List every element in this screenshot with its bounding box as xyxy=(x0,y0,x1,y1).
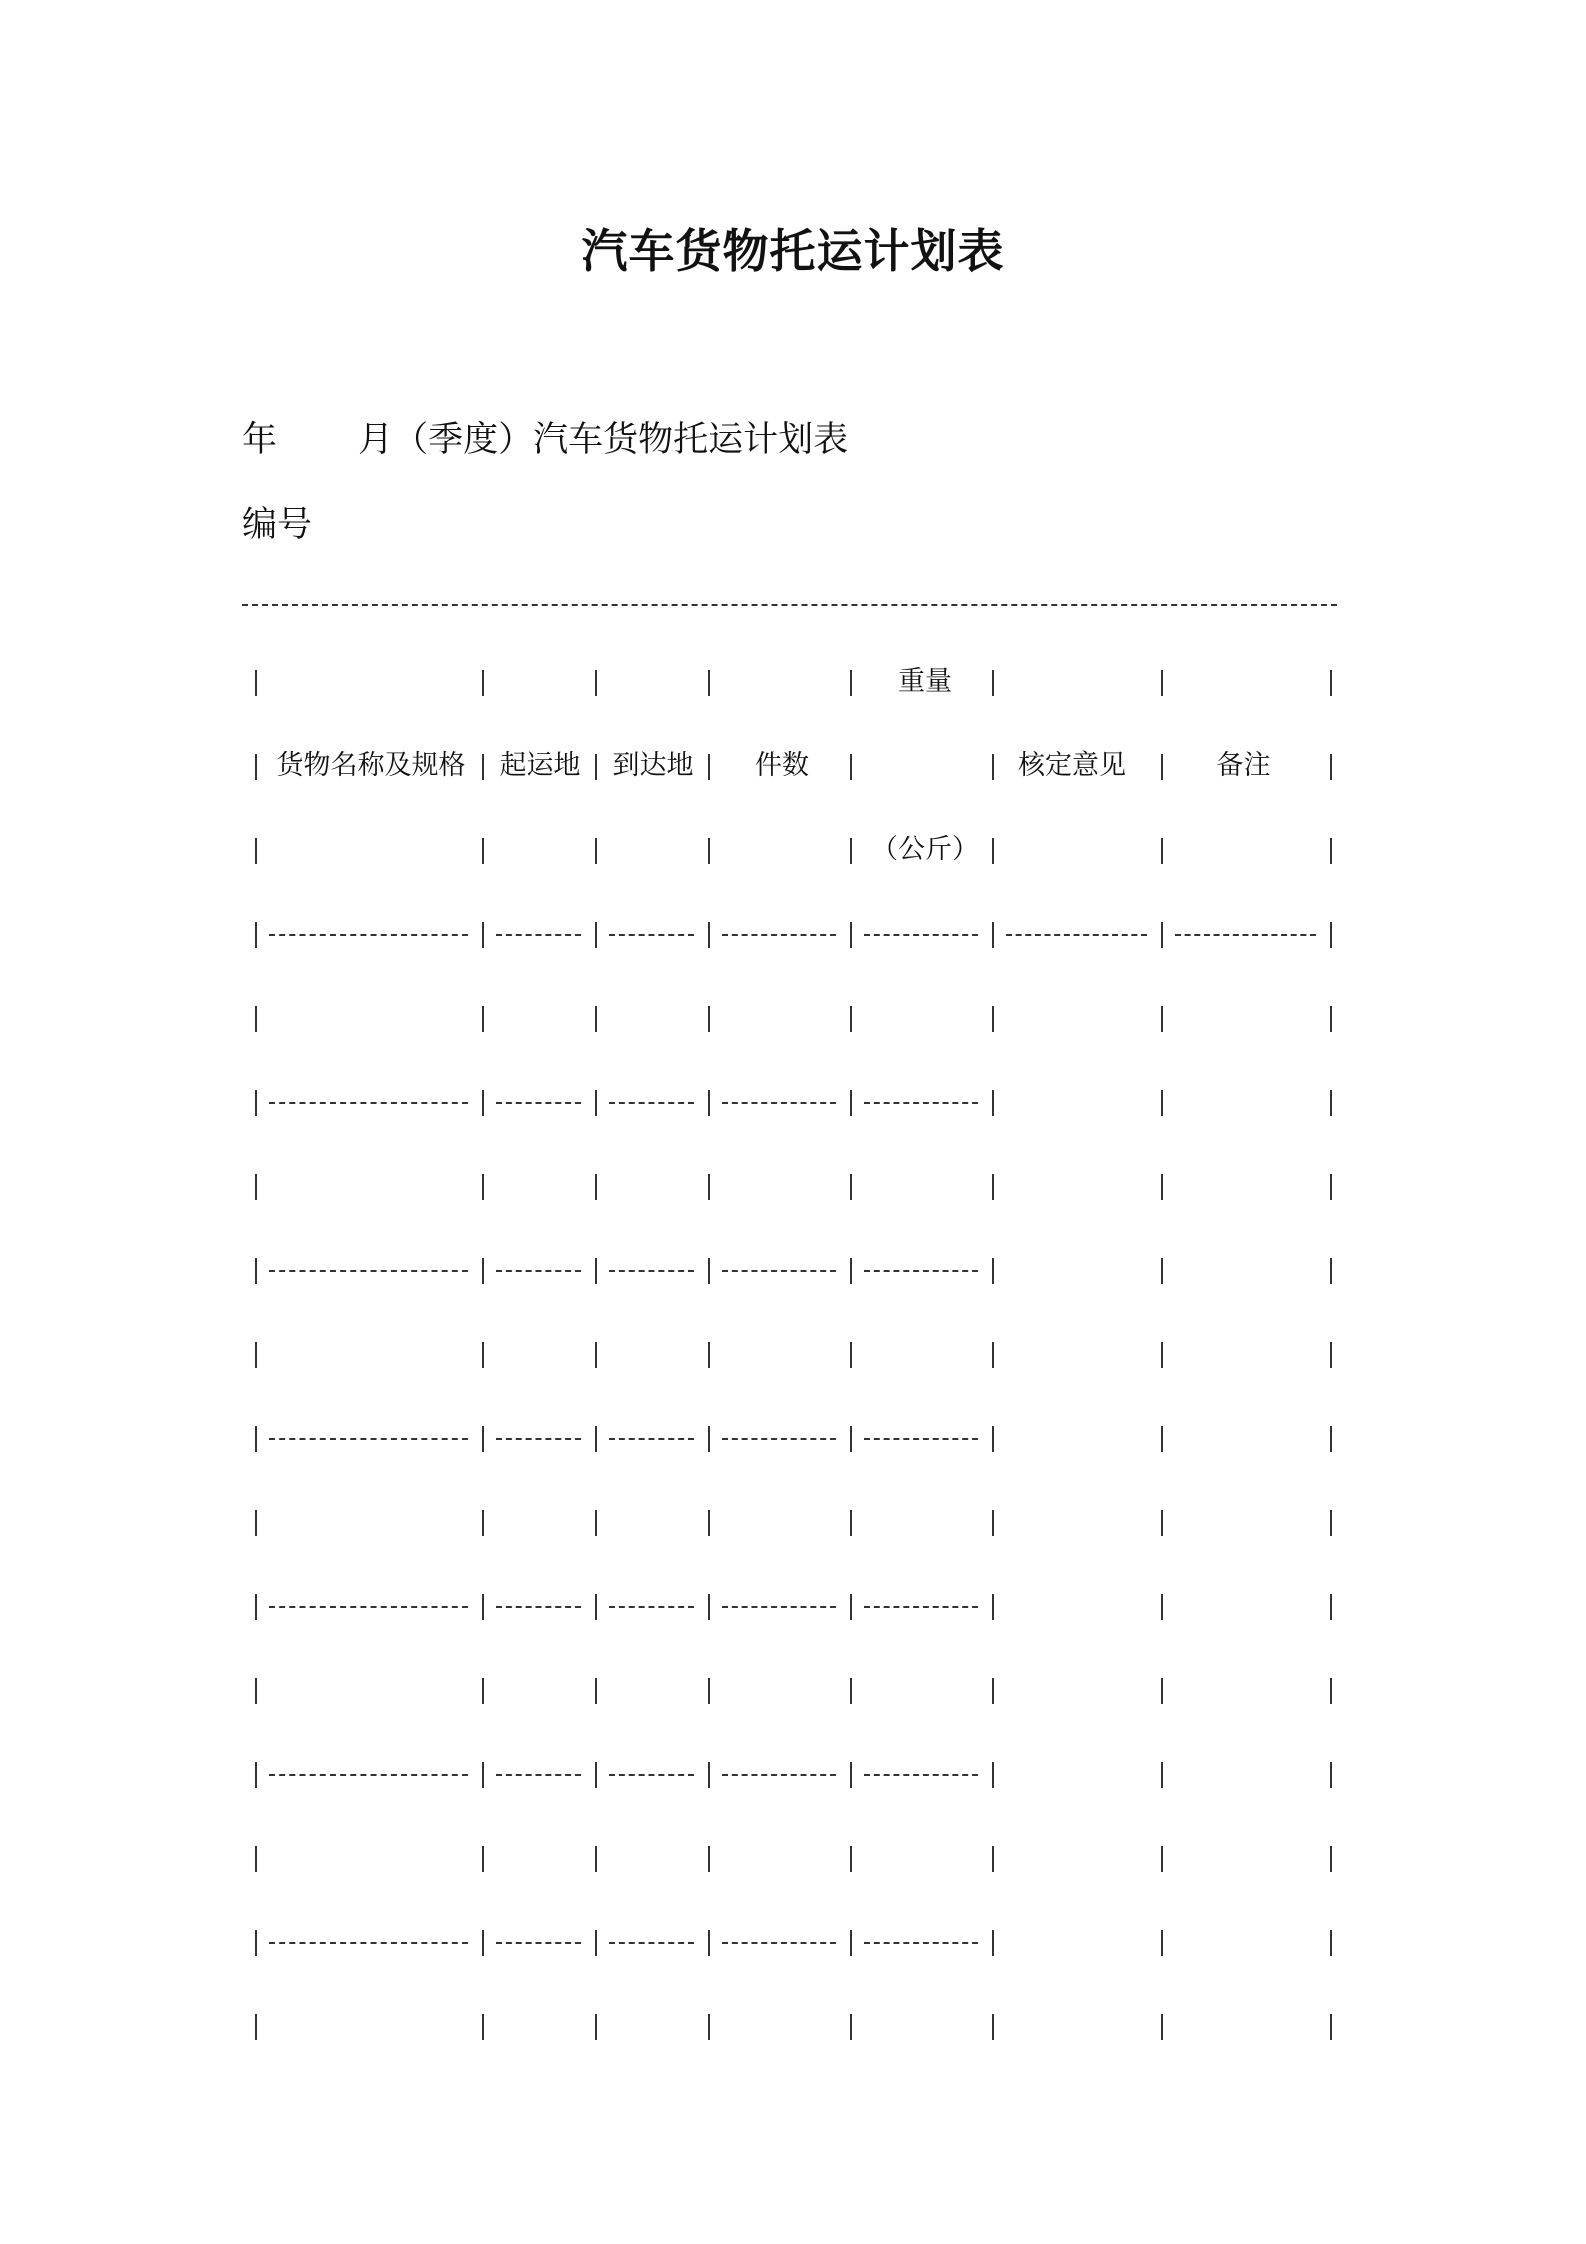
row-separator-dash xyxy=(864,934,978,936)
cell-border xyxy=(595,1678,597,1704)
cell-border xyxy=(1330,2014,1332,2040)
header-row-top xyxy=(255,662,1335,702)
cell-border xyxy=(992,1594,994,1620)
cell-border xyxy=(482,1426,484,1452)
row-separator-dash xyxy=(864,1774,978,1776)
cell-border xyxy=(992,1174,994,1200)
cell-border xyxy=(1330,1678,1332,1704)
separator-line xyxy=(242,604,1337,606)
cell-border xyxy=(850,1762,852,1788)
cell-border xyxy=(1330,1090,1332,1116)
cell-border xyxy=(482,1846,484,1872)
cell-border xyxy=(1161,1594,1163,1620)
row-separator-dash xyxy=(609,1942,694,1944)
cell-border xyxy=(595,1258,597,1284)
cell-border xyxy=(482,1678,484,1704)
header-origin: 起运地 xyxy=(499,750,581,781)
cell-border xyxy=(255,922,257,948)
cell-border xyxy=(708,1930,710,1956)
cell-border xyxy=(1330,1426,1332,1452)
cell-border xyxy=(708,922,710,948)
cell-border xyxy=(255,1258,257,1284)
row-separator-dash xyxy=(269,1102,468,1104)
row-separator-dash xyxy=(864,1942,978,1944)
cell-border xyxy=(1161,1510,1163,1536)
table-row xyxy=(255,1922,1335,1962)
table-row xyxy=(255,914,1335,954)
cell-border xyxy=(708,1090,710,1116)
table-row xyxy=(255,1670,1335,1710)
cell-border xyxy=(992,1090,994,1116)
cell-border xyxy=(992,1006,994,1032)
row-separator-dash xyxy=(609,1774,694,1776)
header-row-main xyxy=(255,746,1335,786)
table-row xyxy=(255,1250,1335,1290)
row-separator-dash xyxy=(864,1438,978,1440)
header-goods: 货物名称及规格 xyxy=(276,750,466,781)
table-row xyxy=(255,1082,1335,1122)
cell-border xyxy=(1330,1006,1332,1032)
cell-border xyxy=(708,1762,710,1788)
cell-border xyxy=(708,1510,710,1536)
cell-border xyxy=(1161,1762,1163,1788)
table-row xyxy=(255,1502,1335,1542)
table-row xyxy=(255,1334,1335,1374)
cell-border xyxy=(255,1930,257,1956)
cell-border xyxy=(708,1426,710,1452)
cell-border xyxy=(1161,1006,1163,1032)
cell-border xyxy=(1161,1258,1163,1284)
cell-border xyxy=(850,1930,852,1956)
cell-border xyxy=(1330,1594,1332,1620)
cell-border xyxy=(1161,1930,1163,1956)
cell-border xyxy=(1161,1678,1163,1704)
cell-border xyxy=(255,1510,257,1536)
cell-border xyxy=(595,1762,597,1788)
cell-border xyxy=(1161,1342,1163,1368)
cell-border xyxy=(482,1594,484,1620)
row-separator-dash xyxy=(269,934,468,936)
cell-border xyxy=(595,1426,597,1452)
row-separator-dash xyxy=(722,1270,836,1272)
table-row xyxy=(255,1166,1335,1206)
row-separator-dash xyxy=(722,1942,836,1944)
cell-border xyxy=(255,1762,257,1788)
cell-border xyxy=(992,1426,994,1452)
cell-border xyxy=(992,1846,994,1872)
cell-border xyxy=(850,1258,852,1284)
row-separator-dash xyxy=(609,1270,694,1272)
cell-border xyxy=(255,1006,257,1032)
row-separator-dash xyxy=(496,1774,581,1776)
row-separator-dash xyxy=(609,1438,694,1440)
header-row-unit xyxy=(255,830,1335,870)
cell-border xyxy=(1161,2014,1163,2040)
cell-border xyxy=(708,1846,710,1872)
table-row xyxy=(255,1838,1335,1878)
cell-border xyxy=(850,1174,852,1200)
cell-border xyxy=(992,1258,994,1284)
cell-border xyxy=(482,2014,484,2040)
cell-border xyxy=(255,1342,257,1368)
cell-border xyxy=(1330,922,1332,948)
cell-border xyxy=(850,1846,852,1872)
cell-border xyxy=(850,1006,852,1032)
cell-border xyxy=(595,1846,597,1872)
cell-border xyxy=(1161,1426,1163,1452)
row-separator-dash xyxy=(1175,934,1316,936)
header-remarks: 备注 xyxy=(1216,750,1271,781)
cell-border xyxy=(708,2014,710,2040)
row-separator-dash xyxy=(609,1102,694,1104)
cell-border xyxy=(1330,1762,1332,1788)
row-separator-dash xyxy=(269,1606,468,1608)
row-separator-dash xyxy=(496,1270,581,1272)
cell-border xyxy=(708,1594,710,1620)
cell-border xyxy=(595,2014,597,2040)
table-row xyxy=(255,1418,1335,1458)
cell-border xyxy=(850,1510,852,1536)
header-weight-unit: （公斤） xyxy=(871,834,979,865)
cell-border xyxy=(482,922,484,948)
cell-border xyxy=(255,1594,257,1620)
cell-border xyxy=(850,1678,852,1704)
cell-border xyxy=(1161,922,1163,948)
cell-border xyxy=(1330,1342,1332,1368)
row-separator-dash xyxy=(496,1102,581,1104)
row-separator-dash xyxy=(269,1438,468,1440)
cell-border xyxy=(1330,1174,1332,1200)
row-separator-dash xyxy=(269,1270,468,1272)
table-row xyxy=(255,1754,1335,1794)
cell-border xyxy=(482,1174,484,1200)
cell-border xyxy=(708,1678,710,1704)
cell-border xyxy=(992,1762,994,1788)
row-separator-dash xyxy=(722,1438,836,1440)
header-approval: 核定意见 xyxy=(1018,750,1126,781)
row-separator-dash xyxy=(722,934,836,936)
row-separator-dash xyxy=(864,1270,978,1272)
cell-border xyxy=(255,1678,257,1704)
cell-border xyxy=(1161,1846,1163,1872)
cell-border xyxy=(1161,1090,1163,1116)
table-row xyxy=(255,1586,1335,1626)
cell-border xyxy=(708,1258,710,1284)
row-separator-dash xyxy=(609,934,694,936)
cell-border xyxy=(255,1174,257,1200)
cell-border xyxy=(482,1342,484,1368)
row-separator-dash xyxy=(269,1942,468,1944)
cell-border xyxy=(482,1090,484,1116)
row-separator-dash xyxy=(864,1606,978,1608)
table-row xyxy=(255,2006,1335,2046)
header-pieces: 件数 xyxy=(755,750,809,781)
page-title: 汽车货物托运计划表 xyxy=(581,224,1005,278)
row-separator-dash xyxy=(496,1438,581,1440)
cell-border xyxy=(595,1930,597,1956)
cell-border xyxy=(595,1594,597,1620)
row-separator-dash xyxy=(496,934,581,936)
row-separator-dash xyxy=(609,1606,694,1608)
row-separator-dash xyxy=(722,1102,836,1104)
cell-border xyxy=(482,1006,484,1032)
row-separator-dash xyxy=(1006,934,1147,936)
cell-border xyxy=(1330,1930,1332,1956)
cell-border xyxy=(1330,1258,1332,1284)
cell-border xyxy=(992,1342,994,1368)
row-separator-dash xyxy=(269,1774,468,1776)
cell-border xyxy=(992,1510,994,1536)
cell-border xyxy=(595,1174,597,1200)
cell-border xyxy=(992,2014,994,2040)
header-destination: 到达地 xyxy=(612,750,694,781)
cell-border xyxy=(850,1426,852,1452)
cell-border xyxy=(1161,1174,1163,1200)
cell-border xyxy=(992,1930,994,1956)
cell-border xyxy=(255,1426,257,1452)
cell-border xyxy=(992,1678,994,1704)
row-separator-dash xyxy=(496,1606,581,1608)
header-weight: 重量 xyxy=(898,666,952,697)
table-row xyxy=(255,998,1335,1038)
cell-border xyxy=(992,922,994,948)
cell-border xyxy=(708,1174,710,1200)
cell-border xyxy=(482,1762,484,1788)
code-label: 编号 xyxy=(242,505,313,545)
cell-border xyxy=(255,1846,257,1872)
cell-border xyxy=(595,1006,597,1032)
row-separator-dash xyxy=(722,1774,836,1776)
row-separator-dash xyxy=(496,1942,581,1944)
row-separator-dash xyxy=(722,1606,836,1608)
cell-border xyxy=(850,1594,852,1620)
cell-border xyxy=(708,1006,710,1032)
plan-period-heading: 年 月（季度）汽车货物托运计划表 xyxy=(242,420,849,460)
cell-border xyxy=(482,1930,484,1956)
cell-border xyxy=(482,1258,484,1284)
row-separator-dash xyxy=(864,1102,978,1104)
cell-border xyxy=(1330,1846,1332,1872)
plan-table xyxy=(255,662,1335,2062)
cell-border xyxy=(255,2014,257,2040)
cell-border xyxy=(850,2014,852,2040)
cell-border xyxy=(255,1090,257,1116)
cell-border xyxy=(595,1510,597,1536)
cell-border xyxy=(595,1342,597,1368)
cell-border xyxy=(595,922,597,948)
cell-border xyxy=(850,1342,852,1368)
cell-border xyxy=(850,922,852,948)
cell-border xyxy=(595,1090,597,1116)
cell-border xyxy=(850,1090,852,1116)
cell-border xyxy=(708,1342,710,1368)
cell-border xyxy=(482,1510,484,1536)
cell-border xyxy=(1330,1510,1332,1536)
